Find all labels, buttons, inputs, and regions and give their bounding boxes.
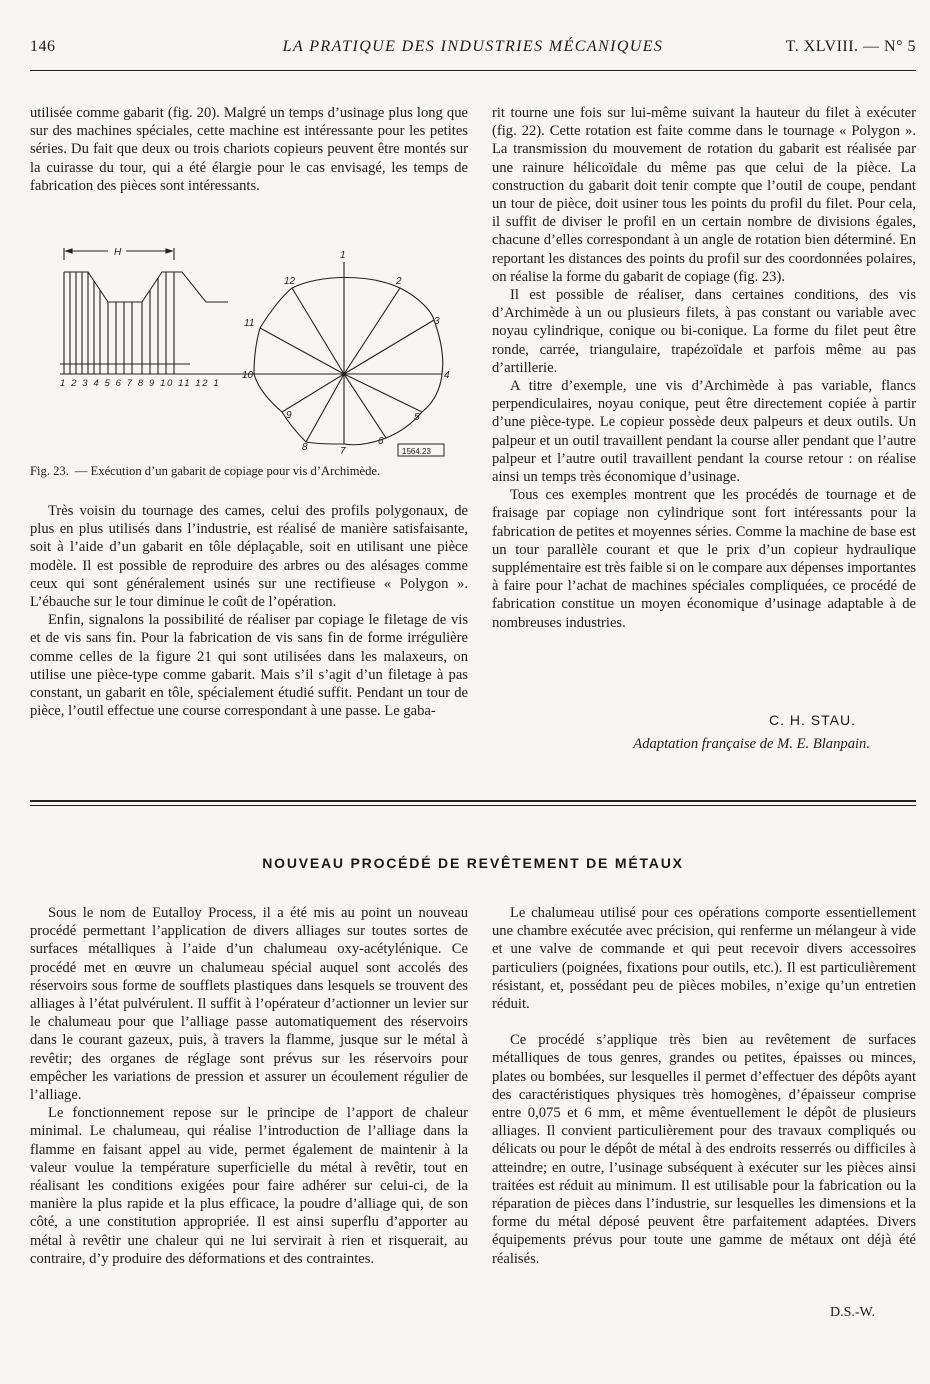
polar-label: 7 — [340, 446, 346, 457]
paragraph: Tous ces exemples montrent que les procédés de tournage et de fraisage par copiage non cylindrique sont fort intéressants pour la fabrication de petites et moyennes séries. Comme la machine de base est un tour parallèle courant et que le prix d’un copieur hydraulique supplémentaire est très faible si on le compare aux dépenses importantes à faire pour l’achat de machines spéciales compliquées, ce procédé de fabrication constitue un moyen économique d’usinage adaptable à de nombreuses industries. — [492, 487, 916, 631]
paragraph: rit tourne une fois sur lui-même suivant la hauteur du filet à exécuter (fig. 22). Cette rotation est faite comme dans le tournage « Polygon ». La transmission du mouvement de rotation du gabarit est réalisée par une rainure hélicoïdale du même pas que celui de la pièce. La construction du gabarit doit tenir compte que l’outil de coupe, pendant un tour de pièce, doit usiner tous les points du profil du filet. Pour cela, il suffit de diviser le profil en un certain nombre de divisions égales, chacune d’elles correspondant à un angle de rotation bien déterminé. En reportant les distances des points du profil sur des coordonnées polaires, on réalise la forme du gabarit de copiage (fig. 23). — [492, 105, 916, 285]
polar-label: 9 — [286, 410, 292, 421]
article2-signature: D.S.-W. — [830, 1305, 875, 1320]
caption-text: — Exécution d’un gabarit de copiage pour vis d’Archimède. — [74, 464, 381, 478]
article1-left-bottom — [30, 502, 468, 720]
running-header — [30, 38, 916, 62]
article2-right-column — [492, 904, 916, 1268]
polar-label: 11 — [244, 318, 255, 329]
paragraph: Le fonctionnement repose sur le principe de l’apport de chaleur minimal. Le chalumeau, qui réalise l’introduction de l’alliage dans la flamme en faisant appel au vide, permet également de maintenir à la valeur voulue la température superficielle du métal à revêtir, tout en réalisant les conditions exigées pour faire adhérer sur celui-ci, de la manière la plus rapide et la plus efficace, la poudre d’alliage qui, de son côté, a une constitution appropriée. Il est ainsi superflu d’apporter au métal à revêtir une chaleur qui ne lui servirait à rien et risquerait, au contraire, d’y produire des déformations et des contraintes. — [30, 1105, 468, 1267]
figure-caption — [30, 464, 468, 479]
caption-label: Fig. 23. — [30, 464, 69, 478]
page-number: 146 — [30, 38, 56, 55]
article1-right-column — [492, 104, 916, 632]
paragraph: Enfin, signalons la possibilité de réaliser par copiage le filetage de vis et de vis sans fin. Pour la fabrication de vis sans fin de forme irrégulière comme celles de la figure 21 qui sont utilisées dans les malaxeurs, on utilise une pièce-type comme gabarit. Mais s’il s’agit d’un filetage à pas constant, un gabarit en tôle, spécialement étudié suffit. Pendant un tour de pièce, l’outil effectue une course correspondant à une passe. Le gaba- — [30, 612, 468, 720]
paragraph: Très voisin du tournage des cames, celui des profils polygonaux, de plus en plus utilisés dans l’industrie, est réalisé de manière satisfaisante, soit à l’aide d’un gabarit en tôle déplaçable, soit en utilisant une pièce modèle. Il est possible de reproduire des arbres ou des alésages comme ceux qui sont généralement usinés sur une rectifieuse « Polygon ». L’ébauche sur le tour diminue le coût de l’opération. — [30, 503, 468, 611]
article2-left-column — [30, 904, 468, 1268]
polar-label: 12 — [284, 276, 296, 287]
article1-signature — [492, 712, 916, 753]
section-divider — [30, 805, 916, 806]
paragraph: utilisée comme gabarit (fig. 20). Malgré un temps d’usinage plus long que sur des machines spéciales, cette machine est intéressante pour les petites séries. Du fait que deux ou trois chariots copieurs peuvent être montés sur la cuirasse du tour, qui a été élargie pour le cas envisagé, les temps de fabrication des pièces sont intéressants. — [30, 105, 468, 194]
figure-diagram — [30, 232, 468, 460]
polar-label: 10 — [242, 370, 254, 381]
journal-title: LA PRATIQUE DES INDUSTRIES MÉCANIQUES — [282, 38, 664, 55]
section-divider — [30, 800, 916, 802]
dimension-label: H — [114, 247, 122, 258]
tick-labels: 1 2 3 4 5 6 7 8 9 10 11 12 1 — [60, 378, 221, 389]
article2-title: NOUVEAU PROCÉDÉ DE REVÊTEMENT DE MÉTAUX — [262, 855, 684, 871]
paragraph: Ce procédé s’applique très bien au revêtement de surfaces métalliques de tous genres, grandes ou petites, épaisses ou minces, plates ou bombées, sur lesquelles il permet d’effectuer des dépôts ayant des caractéristiques physiques très homogènes, d’épaisseur comprise entre 0,075 et 6 mm, et même éventuellement le dépôt de plusieurs alliages. Il convient particulièrement pour des travaux compliqués ou délicats ou pour le dépôt de métal à des endroits resserrés ou difficiles à atteindre; en outre, l’usinage subséquent à exécuter sur les pièces ainsi traitées est réduit au minimum. Il est utilisable pour la fabrication ou la réparation de pièces dans l’industrie, sur lesquelles les dimensions et la forme du métal déposé peuvent être parfaitement adaptées. Divers équipements prévus pour toute une gamme de métaux ont déjà été réalisés. — [492, 1032, 916, 1267]
figure-ref: 1564.23 — [402, 447, 431, 456]
article1-left-top — [30, 104, 468, 195]
polar-label: 6 — [378, 436, 384, 447]
polar-label: 2 — [396, 276, 402, 287]
polar-label: 3 — [434, 316, 440, 327]
paragraph: A titre d’exemple, une vis d’Archimède à pas variable, flancs perpendiculaires, noyau conique, peut être directement copiée à partir d’une pièce-type. Le copieur possède deux palpeurs et deux outils. Un palpeur et un outil travaillent pendant la course aller pendant que l’autre palpeur et l’autre outil travaillent pendant la course retour : on réalise ainsi un temps très économique d’usinage. — [492, 378, 916, 486]
adaptation-credit: Adaptation française de M. E. Blanpain. — [633, 736, 870, 752]
paragraph: Le chalumeau utilisé pour ces opérations comporte essentiellement une chambre exécutée avec précision, qui renferme un mélangeur à vide et une valve de commande et qui peut recevoir divers accessoires particuliers (poignées, fixations pour outils, etc.). Il est particulièrement résistant, et, possédant peu de pièces mobiles, n’exige qu’un entretien réduit. — [492, 905, 916, 1013]
paragraph: Sous le nom de Eutalloy Process, il a été mis au point un nouveau procédé permettant l’application de divers alliages sur toutes sortes de surfaces métalliques à l’aide d’un chalumeau oxy-acétylénique. Ce procédé met en œuvre un chalumeau spécial auquel sont accolés des réservoirs sous forme de soufflets plastiques dans lesquels se trouvent des alliages à l’état pulvérulent. Il suffit à l’opérateur d’actionner un levier sur le chalumeau pour que l’alliage passe automatiquement des réservoirs dans le courant gazeux, puis, à travers la flamme, jusque sur le métal à revêtir; des organes de réglage sont prévus sur les réservoirs pour empêcher les variations de pression et assurer un écoulement régulier de l’alliage. — [30, 905, 468, 1104]
polar-label: 8 — [302, 442, 308, 453]
paragraph: Il est possible de réaliser, dans certaines conditions, des vis d’Archimède à un ou plusieurs filets, à pas constant ou variable avec noyau cylindrique, conique ou bi-conique. La forme du filet peut être ronde, carrée, triangulaire, trapézoïdale et parfois même au pas d’artillerie. — [492, 287, 916, 376]
author-name: C. H. STAU. — [769, 712, 856, 728]
polar-label: 1 — [340, 250, 346, 261]
polar-label: 4 — [444, 370, 450, 381]
figure-23 — [30, 232, 468, 494]
header-rule — [30, 70, 916, 71]
polar-label: 5 — [414, 412, 420, 423]
volume-number: T. XLVIII. — N° 5 — [785, 38, 916, 55]
